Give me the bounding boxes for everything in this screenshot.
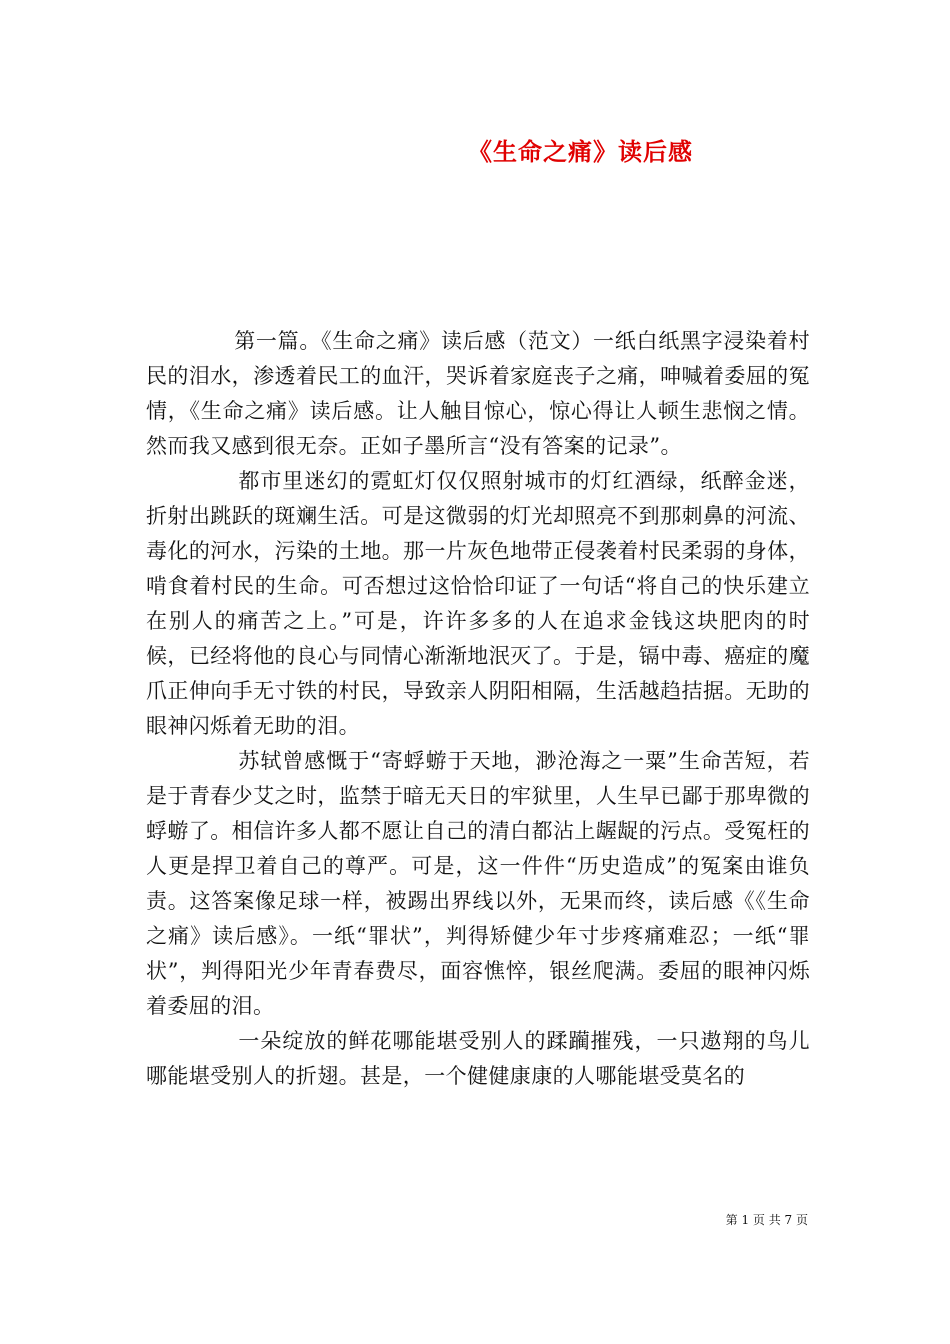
paragraph-2: 都市里迷幻的霓虹灯仅仅照射城市的灯红酒绿，纸醉金迷，折射出跳跃的斑斓生活。可是这微弱的灯光却照亮不到那刺鼻的河流、毒化的河水，污染的土地。那一片灰色地带正侵袭着村民柔弱的身体，啃食着村民的生命。可否想过这恰恰印证了一句话“将自己的快乐建立在别人的痛苦之上。”可是，许许多多的人在追求金钱这块肥肉的时候，已经将他的良心与同情心渐渐地泯灭了。于是，镉中毒、癌症的魔爪正伸向手无寸铁的村民，导致亲人阴阳相隔，生活越趋拮据。无助的眼神闪烁着无助的泪。 [146,469,810,738]
page-number-footer: 第 1 页 共 7 页 [725,1213,808,1227]
document-title: 《生命之痛》读后感 [468,137,693,166]
paragraph-3: 苏轼曾感慨于“寄蜉蝣于天地，渺沧海之一粟”生命苦短，若是于青春少艾之时，监禁于暗无天日的牢狱里，人生早已鄙于那卑微的蜉蝣了。相信许多人都不愿让自己的清白都沾上龌龊的污点。受冤枉的人更是捍卫着自己的尊严。可是，这一件件“历史造成”的冤案由谁负责。这答案像足球一样，被踢出界线以外，无果而终，读后感《《生命之痛》读后感》。一纸“罪状”，判得矫健少年寸步疼痛难忍；一纸“罪状”，判得阳光少年青春费尽，面容憔悴，银丝爬满。委屈的眼神闪烁着委屈的泪。 [146,749,810,1018]
document-body [146,324,810,1094]
paragraph-1: 第一篇。《生命之痛》读后感（范文）一纸白纸黑字浸染着村民的泪水，渗透着民工的血汗，哭诉着家庭丧子之痛，呻喊着委屈的冤情，《生命之痛》读后感。让人触目惊心，惊心得让人顿生悲悯之情。然而我又感到很无奈。正如子墨所言“没有答案的记录”。 [146,329,810,458]
paragraph-4: 一朵绽放的鲜花哪能堪受别人的蹂躏摧残，一只遨翔的鸟儿哪能堪受别人的折翅。甚是，一个健健康康的人哪能堪受莫名的 [146,1029,810,1088]
